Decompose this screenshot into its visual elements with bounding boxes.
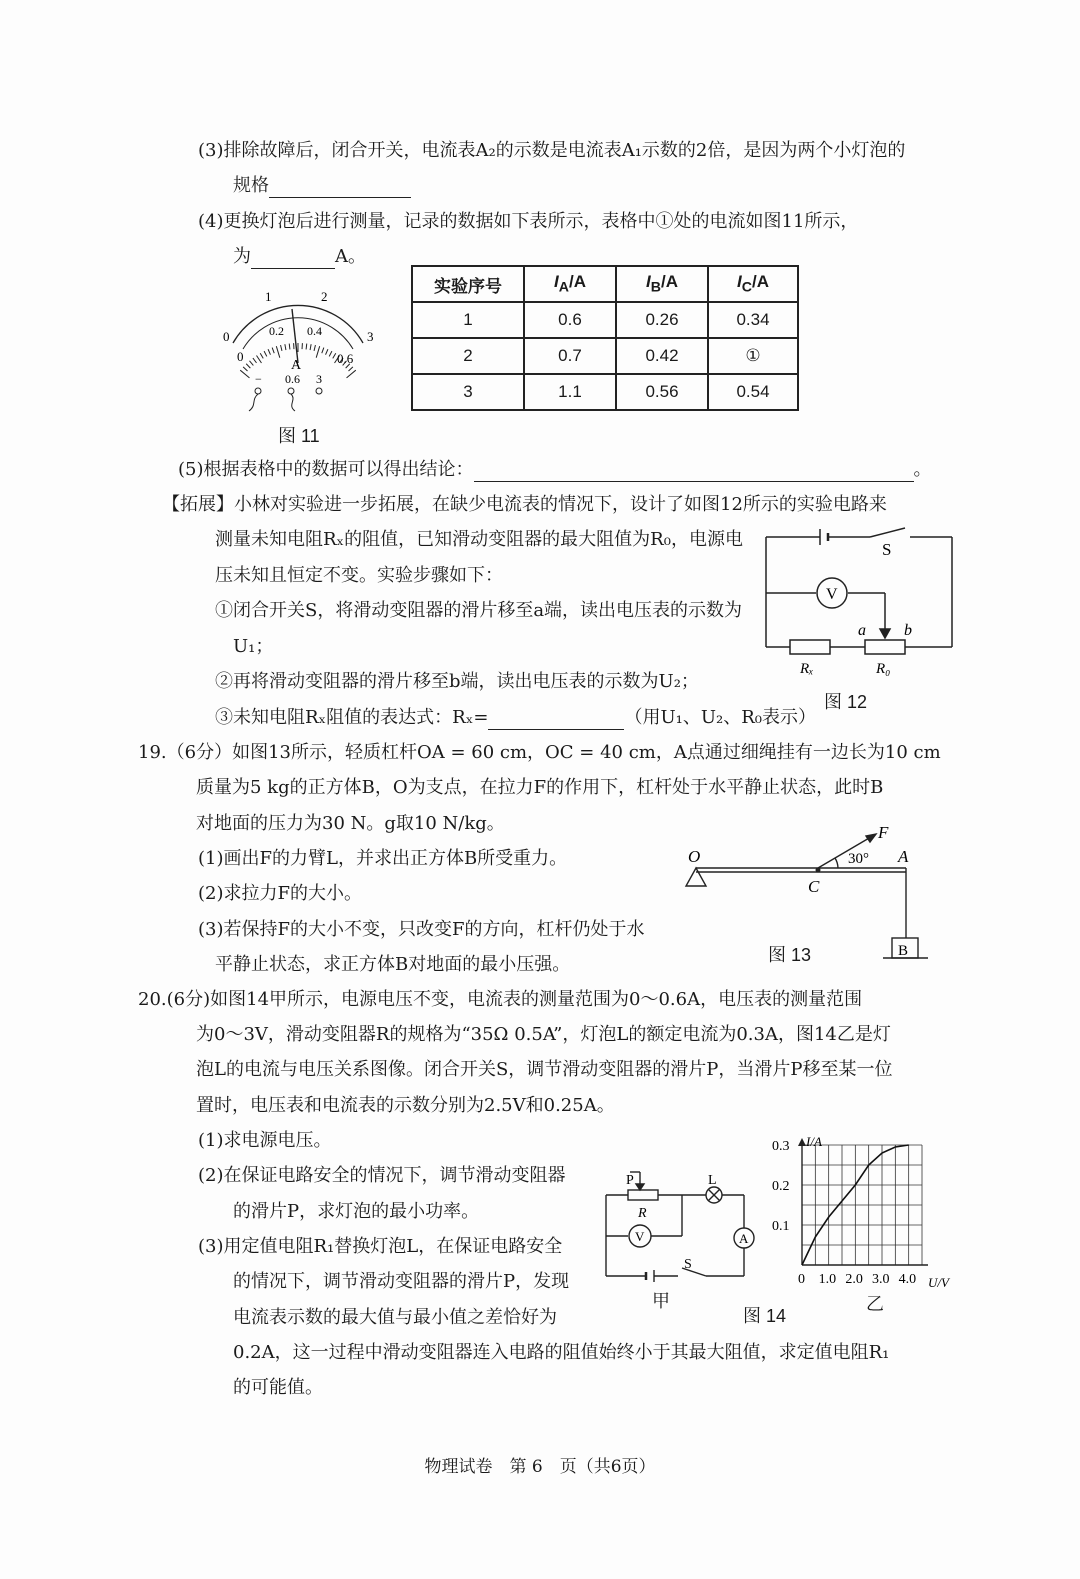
- ammeter-tick: [347, 370, 356, 378]
- ammeter-tick: [322, 348, 324, 354]
- q18-p5-text: (5)根据表格中的数据可以得出结论：: [178, 459, 474, 480]
- ext-line1: 【拓展】小林对实验进一步拓展，在缺少电流表的情况下，设计了如图12所示的实验电路来: [162, 494, 887, 515]
- scale-top-0: 0: [223, 329, 230, 344]
- q20-sub3-line5: 的可能值。: [233, 1377, 323, 1398]
- ext-line3: 压未知且恒定不变。实验步骤如下：: [215, 565, 503, 586]
- y-tick-label: 0.3: [772, 1139, 790, 1154]
- step1-line1: ①闭合开关S，将滑动变阻器的滑片移至a端，读出电压表的示数为: [215, 600, 743, 621]
- q20-sub3-line3: 电流表示数的最大值与最小值之差恰好为: [233, 1307, 557, 1328]
- q20-sub3-line4: 0.2A，这一过程中滑动变阻器连入电路的阻值始终小于其最大阻值，求定值电阻R₁: [233, 1342, 890, 1363]
- ammeter-tick: [326, 349, 328, 355]
- q19-sub2: (2)求拉力F的大小。: [198, 883, 362, 904]
- switch-s-label: S: [684, 1257, 692, 1272]
- r0-label: R₀: [876, 661, 891, 677]
- answer-blank[interactable]: [488, 711, 624, 730]
- scale-bottom-3: 0.6: [337, 351, 354, 366]
- scale-bottom-0: 0: [237, 349, 244, 364]
- x-tick-label: 4.0: [898, 1272, 917, 1287]
- step3: [215, 706, 816, 730]
- table-cell: 0.26: [616, 302, 708, 338]
- iv-graph: [770, 1130, 970, 1310]
- ammeter-figure: [215, 285, 380, 420]
- q19-sub1: (1)画出F的力臂L，并求出正方体B所受重力。: [198, 848, 568, 869]
- table-row: [412, 338, 798, 374]
- y-tick-label: 0.1: [772, 1219, 790, 1234]
- table-cell: 0.54: [708, 374, 798, 410]
- scale-top-1: 1: [265, 289, 272, 304]
- q19-line2: 质量为5 kg的正方体B，O为支点，在拉力F的作用下，杠杆处于水平静止状态，此时B: [196, 777, 884, 798]
- ammeter-tick: [310, 344, 311, 350]
- answer-blank[interactable]: [269, 179, 411, 198]
- q20-sub3-line1: (3)用定值电阻R₁替换灯泡L，在保证电路安全: [198, 1236, 563, 1257]
- scale-bottom-1: 0.2: [269, 324, 284, 338]
- terminal-minus: −: [255, 372, 262, 386]
- y-tick-label: 0.2: [772, 1179, 790, 1194]
- q20-line4: 置时，电压表和电流表的示数分别为2.5V和0.25A。: [196, 1095, 615, 1116]
- ammeter-tick: [285, 344, 286, 350]
- ammeter-tick: [306, 344, 307, 350]
- table-cell: 1.1: [524, 374, 616, 410]
- table-cell: 0.34: [708, 302, 798, 338]
- page-footer: 物理试卷 第 6 页（共6页）: [424, 1457, 656, 1477]
- fig14-left-label: 甲: [652, 1291, 670, 1311]
- x-axis-label: U/V: [928, 1275, 949, 1290]
- ammeter-tick: [314, 345, 315, 351]
- fig14-right-label: 乙: [866, 1294, 884, 1314]
- ammeter-unit: A: [291, 358, 302, 373]
- q20-sub3-line2: 的情况下，调节滑动变阻器的滑片P，发现: [233, 1271, 570, 1292]
- q18-p3-line2: [233, 174, 411, 198]
- ammeter-a-label: A: [739, 1231, 749, 1246]
- step2: ②再将滑动变阻器的滑片移至b端，读出电压表的示数为U₂；: [215, 671, 699, 692]
- q19-line1: 19.（6分）如图13所示，轻质杠杆OA = 60 cm，OC = 40 cm，A点通过细绳挂有一边长为10 cm: [138, 742, 941, 763]
- force-f-label: F: [878, 823, 889, 842]
- q19-sub3-line2: 平静止状态，求正方体B对地面的最小压强。: [215, 954, 571, 975]
- voltmeter-v-label: V: [635, 1229, 645, 1244]
- ammeter-tick: [316, 346, 319, 357]
- ammeter-tick: [281, 345, 282, 351]
- q20-line2: 为0～3V，滑动变阻器R的规格为“35Ω 0.5A”，灯泡L的额定电流为0.3A，图14乙是灯: [196, 1024, 891, 1045]
- ammeter-tick: [256, 356, 261, 363]
- y-axis-arrow: [798, 1138, 806, 1146]
- ammeter-tick: [253, 358, 257, 363]
- fig14-caption: 图 14: [743, 1306, 787, 1326]
- fig12-circuit: [760, 525, 960, 685]
- ammeter-tick: [272, 348, 274, 354]
- q18-p4-pre: 为: [233, 246, 251, 267]
- q20-sub2-line1: (2)在保证电路安全的情况下，调节滑动变阻器: [198, 1165, 566, 1186]
- q20-line1: 20.(6分)如图14甲所示，电源电压不变，电流表的测量范围为0～0.6A，电压表的测量范围: [138, 989, 863, 1010]
- ammeter-tick: [264, 351, 267, 356]
- table-cell: 2: [412, 338, 524, 374]
- fig11-caption: 图 11: [278, 426, 320, 446]
- ammeter-tick: [246, 364, 250, 368]
- ammeter-tick: [260, 353, 263, 358]
- table-header: $I_B/A$: [616, 266, 708, 302]
- table-cell: 0.6: [524, 302, 616, 338]
- ammeter-tick: [276, 346, 279, 357]
- q18-p4-line1: (4)更换灯泡后进行测量，记录的数据如下表所示，表格中①处的电流如图11所示，: [198, 211, 859, 232]
- table-row: [412, 302, 798, 338]
- step1-line2: U₁；: [233, 636, 274, 657]
- scale-bottom-2: 0.4: [307, 324, 322, 338]
- scale-top-2: 2: [321, 289, 328, 304]
- q19-sub3-line1: (3)若保持F的大小不变，只改变F的方向，杠杆仍处于水: [198, 919, 645, 940]
- ammeter-tick: [329, 351, 332, 356]
- x-tick-label: 0: [798, 1272, 805, 1287]
- q18-p5: [178, 458, 932, 482]
- ammeter-tick: [348, 367, 352, 371]
- rheostat-r-label: R: [638, 1206, 647, 1221]
- lamp-l-label: L: [708, 1173, 717, 1188]
- q18-p3-line1: (3)排除故障后，闭合开关，电流表A₂的示数是电流表A₁示数的2倍，是因为两个小灯泡的: [198, 140, 906, 161]
- fig14-circuit: [598, 1168, 758, 1308]
- x-tick-label: 1.0: [818, 1272, 837, 1287]
- q20-sub1: (1)求电源电压。: [198, 1130, 332, 1151]
- table-cell: 0.7: [524, 338, 616, 374]
- ext-line2: 测量未知电阻Rₓ的阻值，已知滑动变阻器的最大阻值为R₀，电源电: [215, 529, 743, 550]
- fig13-caption: 图 13: [768, 945, 812, 965]
- terminal-0.6: 0.6: [285, 372, 300, 386]
- table-header: $I_A/A$: [524, 266, 616, 302]
- lever-point-a: A: [898, 847, 909, 866]
- x-tick-label: 2.0: [845, 1272, 863, 1287]
- table-cell: 3: [412, 374, 524, 410]
- q18-p5-end: 。: [913, 459, 932, 480]
- answer-blank[interactable]: [474, 463, 914, 482]
- x-tick-label: 3.0: [872, 1272, 890, 1287]
- data-table: [411, 265, 799, 411]
- q18-p4-line2: [233, 245, 366, 269]
- voltmeter-label: V: [826, 586, 838, 603]
- cube-b-label: B: [898, 943, 909, 959]
- answer-blank[interactable]: [251, 250, 335, 269]
- ammeter-tick: [240, 370, 249, 378]
- table-header: $I_C/A$: [708, 266, 798, 302]
- ammeter-tick: [268, 349, 270, 355]
- ammeter-tick: [333, 353, 336, 358]
- table-row: [412, 374, 798, 410]
- scale-top-3: 3: [367, 329, 374, 344]
- q20-sub2-line2: 的滑片P，求灯泡的最小功率。: [233, 1201, 480, 1222]
- rx-label: Rₓ: [800, 661, 814, 677]
- slider-p-label: P: [626, 1173, 634, 1188]
- table-header: 实验序号: [412, 266, 524, 302]
- step3-pre: ③未知电阻Rₓ阻值的表达式：Rₓ=: [215, 707, 489, 728]
- q18-p3-text: 规格: [233, 175, 269, 196]
- q19-line3: 对地面的压力为30 N。g取10 N/kg。: [196, 813, 505, 834]
- fig12-caption: 图 12: [824, 692, 868, 712]
- lever-point-c: C: [808, 877, 820, 896]
- table-cell: 1: [412, 302, 524, 338]
- table-cell: 0.42: [616, 338, 708, 374]
- ammeter-tick: [249, 361, 253, 366]
- q20-line3: 泡L的电流与电压关系图像。闭合开关S，调节滑动变阻器的滑片P，当滑片P移至某一位: [196, 1059, 893, 1080]
- y-axis-label: I/A: [806, 1134, 822, 1149]
- ammeter-tick: [243, 367, 247, 371]
- lever-point-o: O: [688, 847, 701, 866]
- terminal-3: 3: [316, 372, 322, 386]
- table-cell: 0.56: [616, 374, 708, 410]
- switch-label: S: [882, 540, 892, 559]
- q18-p4-post: A。: [335, 246, 366, 267]
- terminal-b-label: b: [904, 622, 912, 639]
- ammeter-needle: [292, 309, 298, 363]
- table-cell: ①: [708, 338, 798, 374]
- ammeter-tick: [289, 344, 290, 350]
- terminal-a-label: a: [858, 622, 866, 639]
- step3-post: （用U₁、U₂、R₀表示）: [624, 707, 816, 728]
- angle-label: 30°: [848, 851, 869, 867]
